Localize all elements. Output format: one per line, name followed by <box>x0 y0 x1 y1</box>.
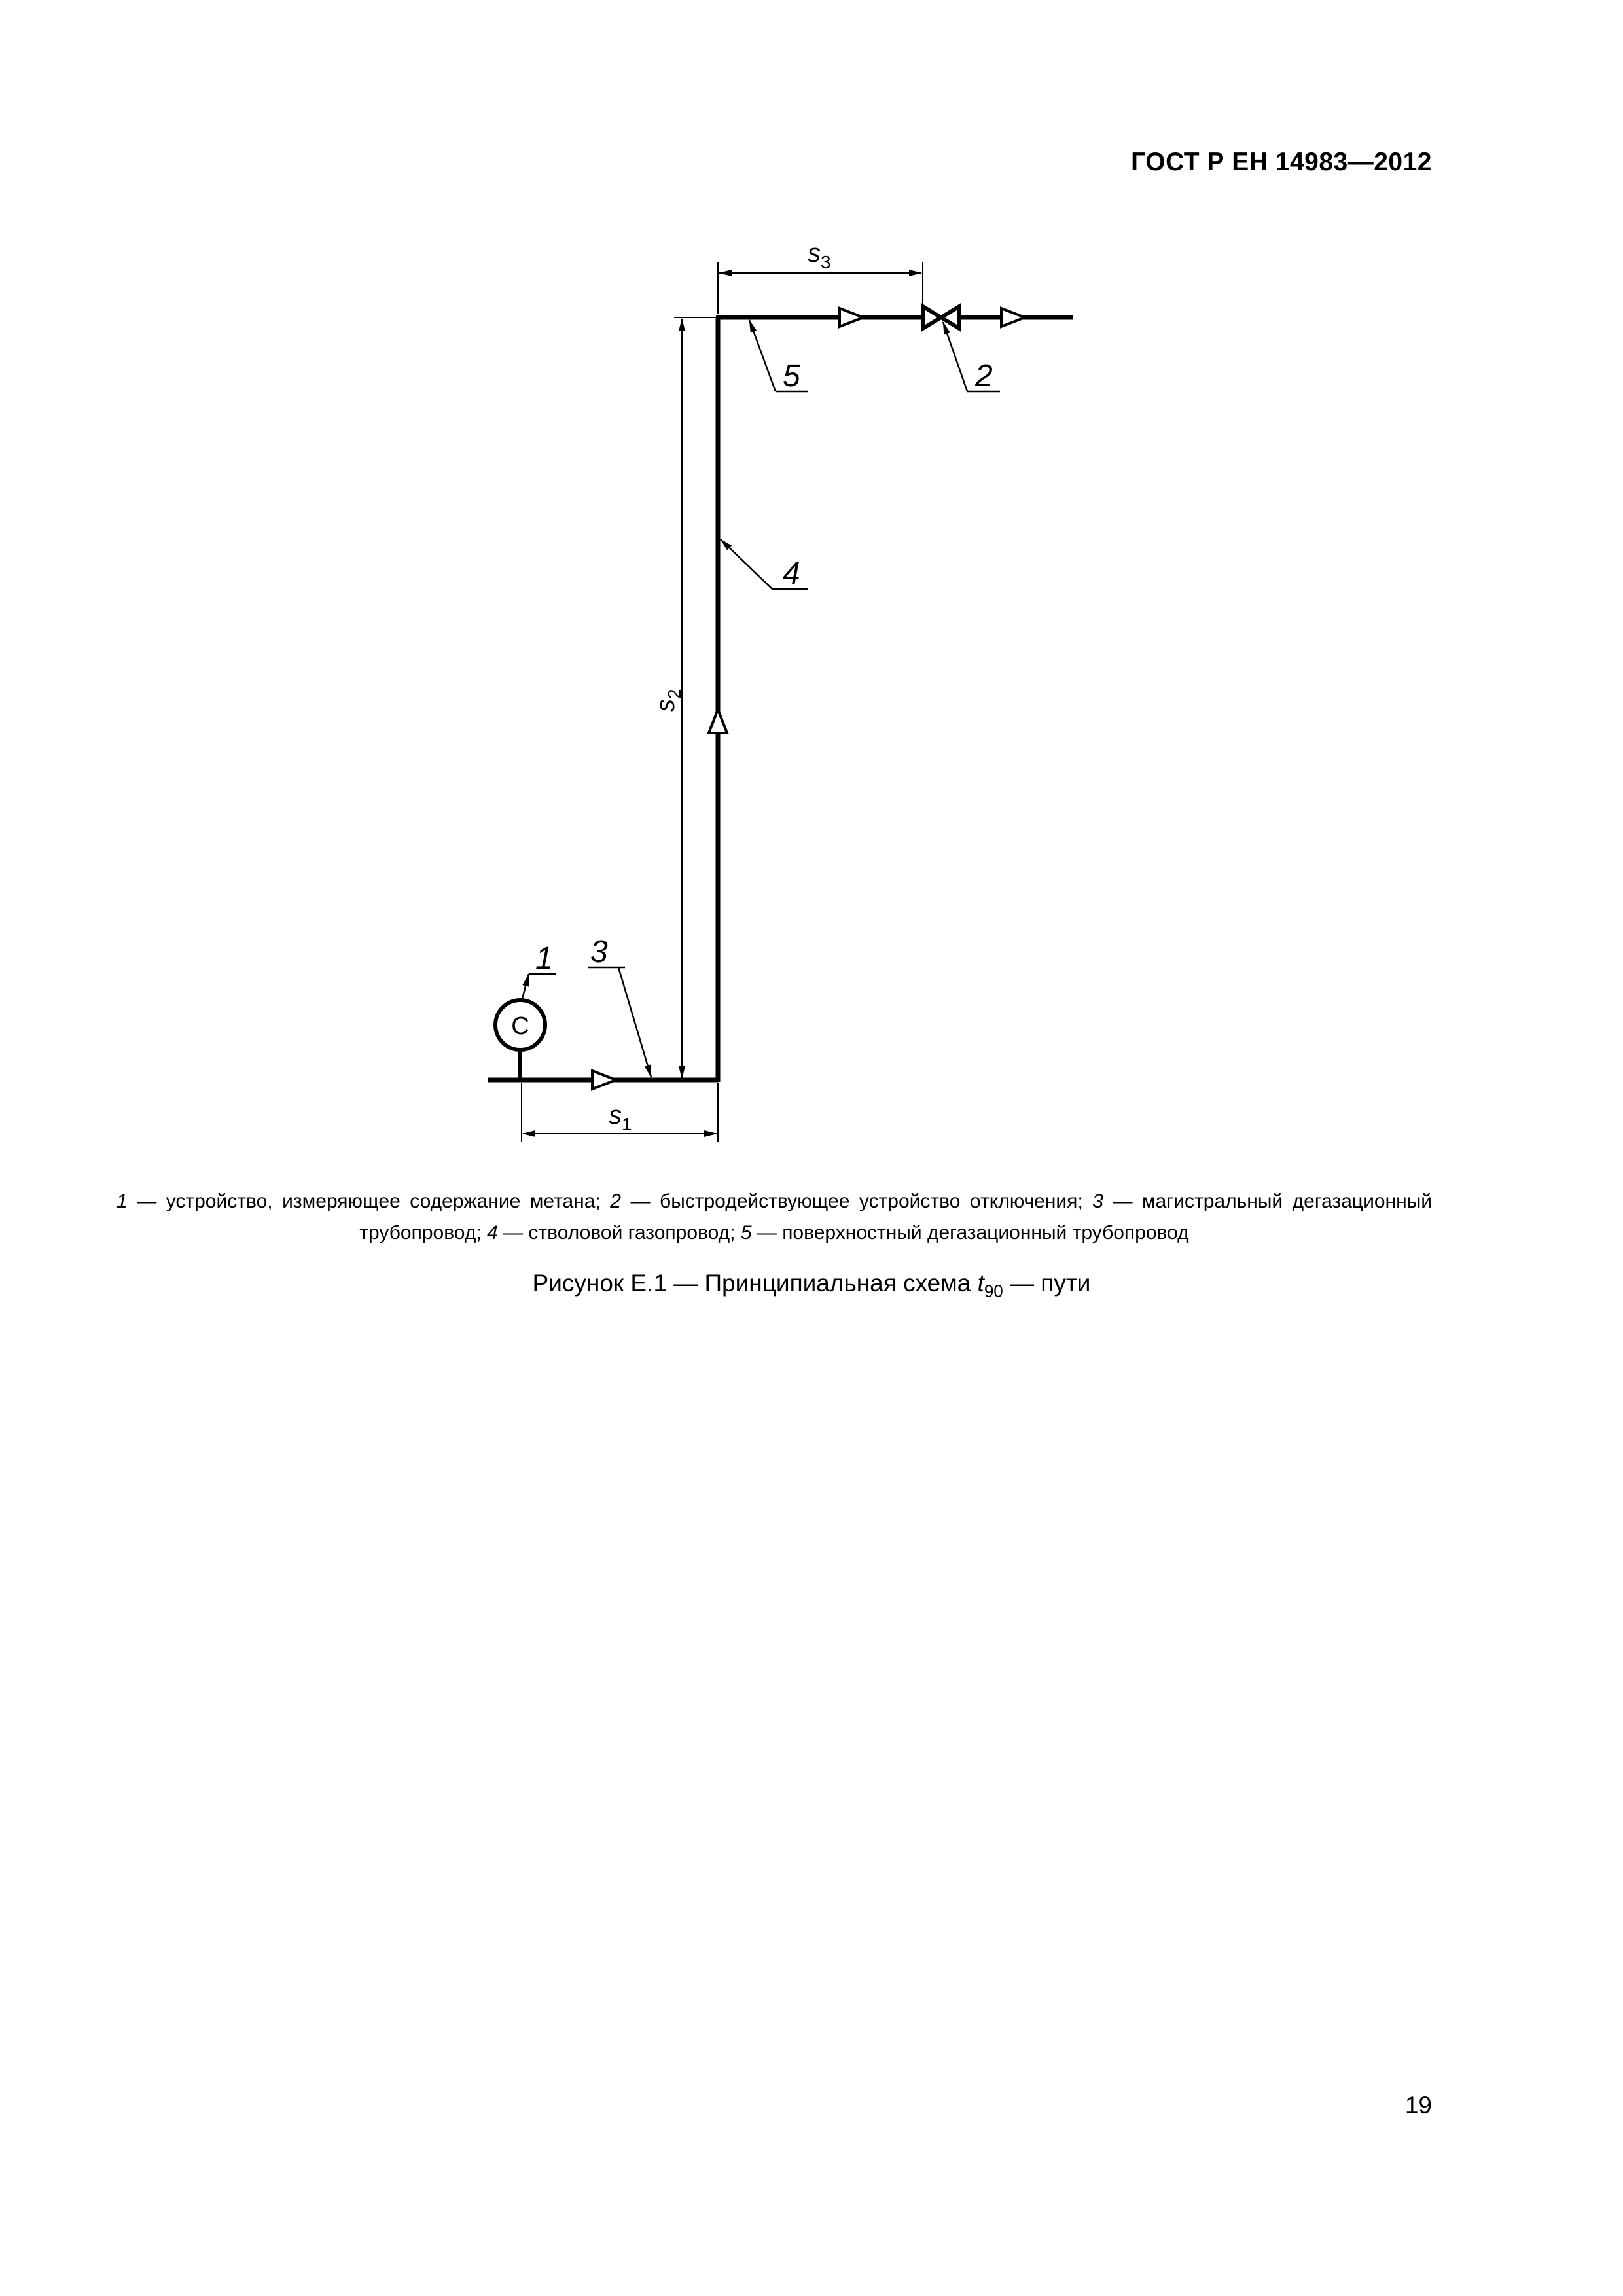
flow-arrows <box>592 308 1025 1089</box>
callout-3: 3 <box>590 935 608 969</box>
flow-arrow-icon <box>1001 308 1025 327</box>
flow-arrow-icon <box>592 1071 616 1089</box>
dimension-s1-label: $s_1$ <box>609 1101 632 1134</box>
figure-caption: Рисунок Е.1 — Принципиальная схема $t_{90}$ — пути <box>532 1270 1091 1301</box>
callout-4: 4 <box>783 556 800 591</box>
dimension-s2-label: $s_2$ <box>651 689 685 712</box>
dimension-s3-label: $s_3$ <box>808 239 831 272</box>
legend-item: 1 — устройство, измеряющее содержание метана; <box>116 1191 601 1212</box>
legend-item: 5 — поверхностный дегазационный трубопровод <box>740 1222 1189 1244</box>
figure-legend <box>116 1186 1432 1249</box>
callout-2: 2 <box>975 359 993 393</box>
legend-item: 3 — магистральный дегазационный трубопровод; <box>359 1191 1433 1244</box>
callout-5: 5 <box>783 359 800 393</box>
legend-item: 2 — быстродействующее устройство отключения; <box>610 1191 1083 1212</box>
page-number: 19 <box>1404 2092 1432 2119</box>
sensor-symbol: C <box>511 1013 529 1040</box>
callout-1: 1 <box>535 941 553 976</box>
shutoff-valve-icon <box>923 306 959 329</box>
methane-sensor <box>495 1000 545 1080</box>
pipeline-lines <box>488 317 1073 1082</box>
document-header: ГОСТ Р ЕН 14983—2012 <box>1131 148 1432 176</box>
callout-numbers <box>535 359 993 976</box>
flow-arrow-icon <box>840 308 863 327</box>
flow-arrow-icon <box>709 709 727 733</box>
legend-item: 4 — стволовой газопровод; <box>487 1222 736 1244</box>
